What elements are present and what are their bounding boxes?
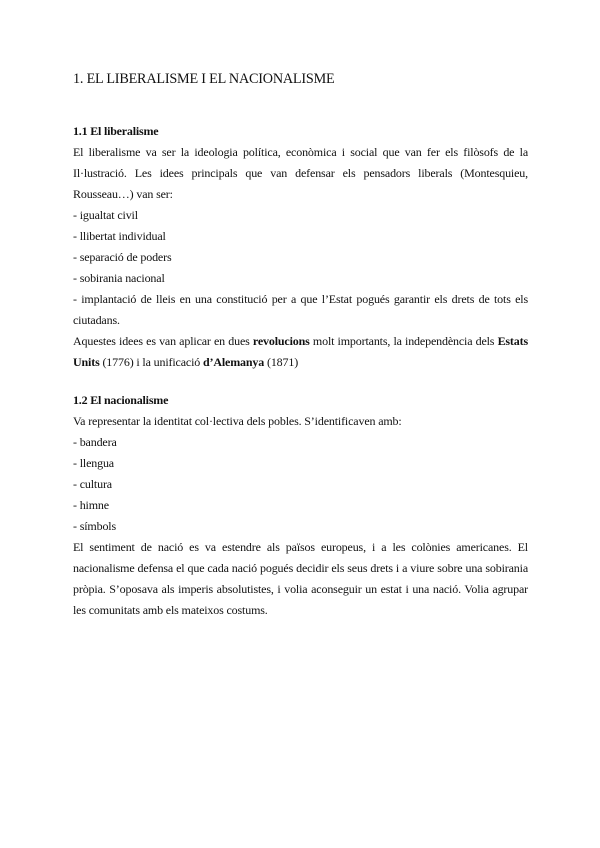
list-item: - igualtat civil: [73, 205, 528, 226]
closing-text: (1871): [264, 355, 299, 369]
closing-text: molt importants, la independència dels: [309, 334, 498, 348]
liberalisme-closing: [73, 331, 528, 373]
nacionalisme-closing: El sentiment de nació es va estendre als països europeus, i a les colònies americanes. El nacionalisme defensa el que cada nació pogués decidir els seus drets i a viure sobre una sobirania pròpia. S’oposava als imperis absolutistes, i volia aconseguir un estat i una nació. Volia agrupar les comunitats amb els mateixos costums.: [73, 540, 528, 617]
section-heading-liberalisme: 1.1 El liberalisme: [73, 124, 159, 138]
section-heading-nacionalisme: 1.2 El nacionalisme: [73, 393, 169, 407]
list-item: - separació de poders: [73, 247, 528, 268]
list-item: - himne: [73, 495, 528, 516]
list-item: - bandera: [73, 432, 528, 453]
liberalisme-ideas-list: [73, 205, 528, 331]
list-item: - implantació de lleis en una constitució per a que l’Estat pogués garantir els drets de tots els ciutadans.: [73, 289, 528, 331]
list-item: - llengua: [73, 453, 528, 474]
closing-text: Aquestes idees es van aplicar en dues: [73, 334, 253, 348]
list-item: - símbols: [73, 516, 528, 537]
section-liberalisme: [73, 121, 528, 373]
closing-text: (1776) i la unificació: [99, 355, 203, 369]
liberalisme-intro: El liberalisme va ser la ideologia política, econòmica i social que van fer els filòsofs de la Il·lustració. Les idees principals que van defensar els pensadors liberals (Montesquieu, Rousseau…) van ser:: [73, 145, 528, 201]
list-item: - llibertat individual: [73, 226, 528, 247]
emphasis-revolucions: revolucions: [252, 334, 310, 348]
emphasis-alemanya: d’Alemanya: [202, 355, 265, 369]
document-title: 1. EL LIBERALISME I EL NACIONALISME: [73, 71, 335, 87]
nacionalisme-intro: Va representar la identitat col·lectiva dels pobles. S’identificaven amb:: [73, 414, 402, 428]
list-item: - sobirania nacional: [73, 268, 528, 289]
section-nacionalisme: [73, 390, 528, 621]
nacionalisme-symbols-list: [73, 432, 528, 537]
list-item: - cultura: [73, 474, 528, 495]
emphasis-estats-units: Estats Units: [73, 334, 528, 369]
